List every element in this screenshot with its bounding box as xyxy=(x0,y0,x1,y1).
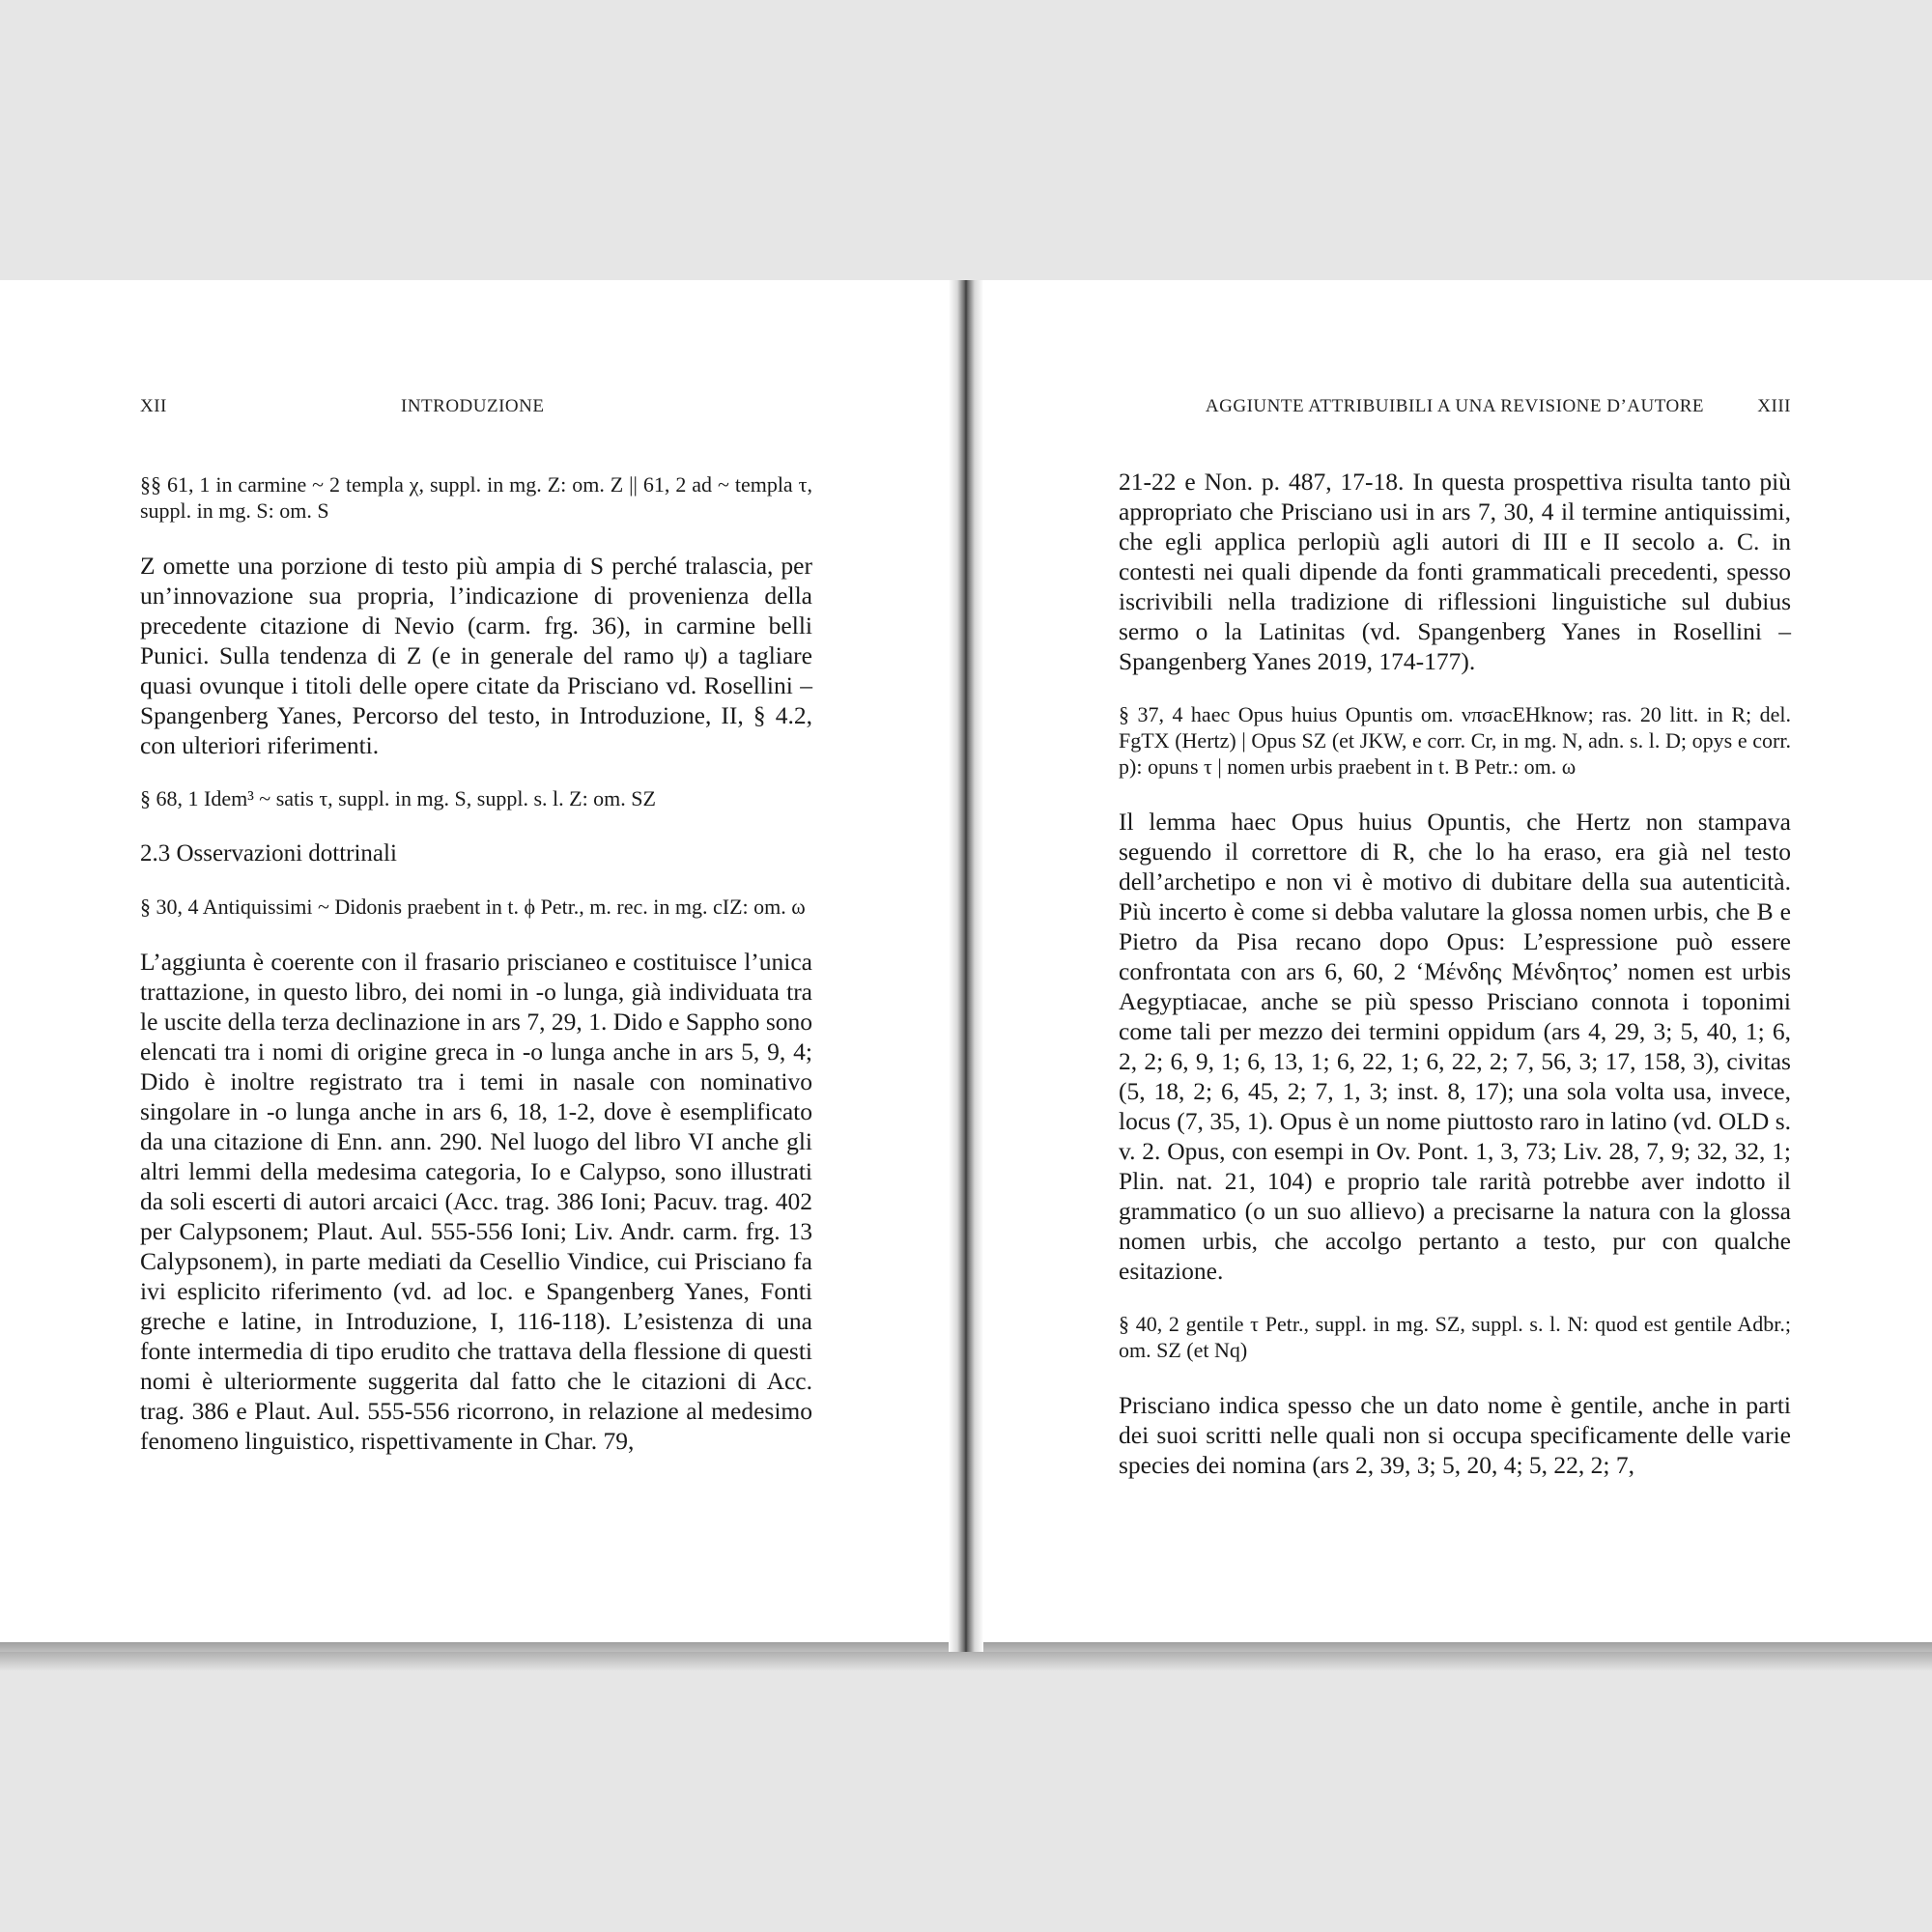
body-paragraph: Z omette una porzione di testo più ampia di S perché tralascia, per un’innovazione sua propria, l’indicazione di provenienza della precedente citazione di Nevio (carm. frg. 36), in carmine belli Punici. Sulla tendenza di Z (e in generale del ramo ψ) a tagliare quasi ovunque i titoli delle opere citate da Prisciano vd. Rosellini – Spangenberg Yanes, Percorso del testo, in Introduzione, II, § 4.2, con ulteriori riferimenti. xyxy=(140,552,812,759)
right-running-header xyxy=(1119,396,1791,425)
left-running-title: INTRODUZIONE xyxy=(401,396,545,416)
apparatus-note: § 68, 1 Idem³ ~ satis τ, suppl. in mg. S, suppl. s. l. Z: om. SZ xyxy=(140,786,656,810)
section-heading: 2.3 Osservazioni dottrinali xyxy=(140,840,397,867)
body-paragraph: 21-22 e Non. p. 487, 17-18. In questa prospettiva risulta tanto più appropriato che Prisciano usi in ars 7, 30, 4 il termine antiquissimi, che egli applica perlopiù agli autori di III e II secolo a. C. in contesti nei quali dipende da fonti grammaticali precedenti, spesso iscrivibili nella tradizione di riflessioni linguistiche sul dubius sermo o la Latinitas (vd. Spangenberg Yanes in Rosellini – Spangenberg Yanes 2019, 174-177). xyxy=(1119,468,1791,675)
apparatus-note: § 30, 4 Antiquissimi ~ Didonis praebent in t. ϕ Petr., m. rec. in mg. cIZ: om. ω xyxy=(140,895,806,919)
right-page xyxy=(1119,396,1791,1505)
left-running-header xyxy=(140,396,812,425)
left-page xyxy=(140,396,812,1481)
body-paragraph: Il lemma haec Opus huius Opuntis, che Hertz non stampava seguendo il correttore di R, che lo ha eraso, era già nel testo dell’archetipo e non vi è motivo di dubitare della sua autenticità. Più incerto è come si debba valutare la glossa nomen urbis, che B e Pietro da Pisa recano dopo Opus: L’espressione può essere confrontata con ars 6, 60, 2 ‘Μένδης Μένδητος’ nomen est urbis Aegyptiacae, anche se più spesso Prisciano connota i toponimi come tali per mezzo dei termini oppidum (ars 4, 29, 3; 5, 40, 1; 6, 2, 2; 6, 9, 1; 6, 13, 1; 6, 22, 1; 6, 22, 2; 7, 56, 3; 17, 158, 3), civitas (5, 18, 2; 6, 45, 2; 7, 1, 3; inst. 8, 17); una sola volta usa, invece, locus (7, 35, 1). Opus è un nome piuttosto raro in latino (vd. OLD s. v. 2. Opus, con esempi in Ov. Pont. 1, 3, 73; Liv. 28, 7, 9; 32, 32, 1; Plin. nat. 21, 104) e proprio tale rarità potrebbe aver indotto il grammatico (o un suo allievo) a precisarne la natura con la glossa nomen urbis, che accolgo pertanto a testo, pur con qualche esitazione. xyxy=(1119,808,1791,1285)
apparatus-note: § 40, 2 gentile τ Petr., suppl. in mg. SZ, suppl. s. l. N: quod est gentile Adbr.; om. SZ (et Nq) xyxy=(1119,1312,1791,1362)
right-page-number: XIII xyxy=(1757,396,1791,416)
book-gutter xyxy=(949,280,983,1652)
body-paragraph: Prisciano indica spesso che un dato nome è gentile, anche in parti dei suoi scritti nelle quali non si occupa specificamente delle varie species dei nomina (ars 2, 39, 3; 5, 20, 4; 5, 22, 2; 7, xyxy=(1119,1391,1791,1479)
left-page-body xyxy=(140,471,812,1456)
apparatus-note: § 37, 4 haec Opus huius Opuntis om. νπσacEHknow; ras. 20 litt. in R; del. FgTX (Hertz) | Opus SZ (et JKW, e corr. Cr, in mg. N, adn. s. l. D; opys e corr. p): opuns τ | nomen urbis praebent in t. B Petr.: om. ω xyxy=(1119,702,1791,779)
left-page-number: XII xyxy=(140,396,167,416)
right-running-title: AGGIUNTE ATTRIBUIBILI A UNA REVISIONE D’AUTORE xyxy=(1205,396,1704,416)
right-page-body xyxy=(1119,467,1791,1480)
apparatus-note: §§ 61, 1 in carmine ~ 2 templa χ, suppl. in mg. Z: om. Z || 61, 2 ad ~ templa τ, suppl. in mg. S: om. S xyxy=(140,472,812,523)
body-paragraph: L’aggiunta è coerente con il frasario priscianeo e costituisce l’unica trattazione, in questo libro, dei nomi in -o lunga, già individuata tra le uscite della terza declinazione in ars 7, 29, 1. Dido e Sappho sono elencati tra i nomi di origine greca in -o lunga anche in ars 5, 9, 4; Dido è inoltre registrato tra i temi in nasale con nominativo singolare in -o lunga anche in ars 6, 18, 1-2, dove è esemplificato da una citazione di Enn. ann. 290. Nel luogo del libro VI anche gli altri lemmi della medesima categoria, Io e Calypso, sono illustrati da soli escerti di autori arcaici (Acc. trag. 386 Ioni; Pacuv. trag. 402 per Calypsonem; Plaut. Aul. 555-556 Ioni; Liv. Andr. carm. frg. 13 Calypsonem), in parte mediati da Cesellio Vindice, cui Prisciano fa ivi esplicito riferimento (vd. ad loc. e Spangenberg Yanes, Fonti greche e latine, in Introduzione, I, 116-118). L’esistenza di una fonte intermedia di tipo erudito che trattava della flessione di questi nomi è ulteriormente suggerita dal fatto che le citazioni di Acc. trag. 386 e Plaut. Aul. 555-556 ricorrono, in relazione al medesimo fenomeno linguistico, rispettivamente in Char. 79, xyxy=(140,948,812,1455)
